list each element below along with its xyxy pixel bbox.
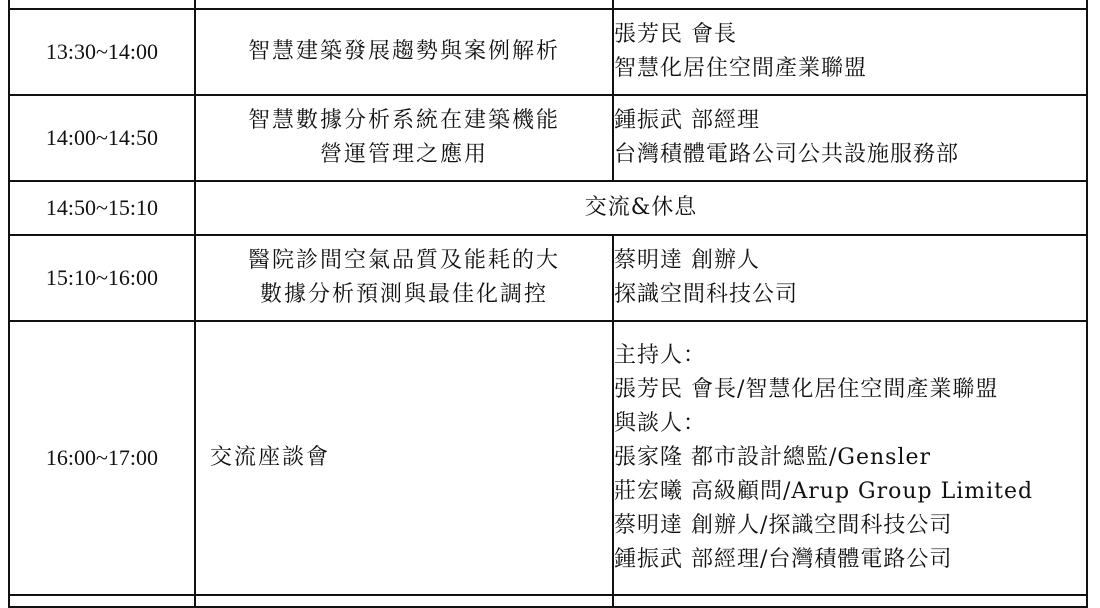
speaker-line: 與談人： — [614, 411, 707, 436]
speaker-line: 鍾振武 部經理 — [614, 108, 760, 133]
speaker-cell — [613, 321, 1087, 595]
topic-line: 數據分析預測與最佳化調控 — [259, 282, 548, 307]
topic-line: 醫院診間空氣品質及能耗的大 — [247, 248, 560, 273]
speaker-cell — [613, 235, 1087, 321]
speaker-line: 莊宏曦 高級顧問/Arup Group Limited — [614, 479, 1034, 504]
table-row — [9, 321, 1087, 595]
table-row-partial-bottom — [9, 595, 1087, 607]
topic-cell — [195, 9, 613, 95]
speaker-line: 張芳民 會長/智慧化居住空間產業聯盟 — [614, 377, 999, 402]
table-row — [9, 95, 1087, 181]
speaker-line: 主持人： — [614, 343, 707, 368]
speaker-line: 鍾振武 部經理/台灣積體電路公司 — [614, 547, 953, 572]
break-cell: 交流&休息 — [195, 181, 1087, 235]
speaker-cell — [613, 95, 1087, 181]
speaker-line: 張芳民 會長 — [614, 22, 737, 47]
speaker-cell — [613, 9, 1087, 95]
time-cell: 16:00~17:00 — [9, 321, 195, 595]
topic-cell — [195, 235, 613, 321]
table-row — [9, 235, 1087, 321]
topic-line: 智慧數據分析系統在建築機能 — [247, 108, 560, 133]
time-cell: 14:00~14:50 — [9, 95, 195, 181]
topic-cell — [195, 321, 613, 595]
topic-line: 智慧建築發展趨勢與案例解析 — [247, 39, 560, 64]
table-row-partial-top — [9, 0, 1087, 9]
speaker-line: 台灣積體電路公司公共設施服務部 — [614, 142, 960, 167]
speaker-line: 張家隆 都市設計總監/Gensler — [614, 445, 932, 470]
time-cell: 13:30~14:00 — [9, 9, 195, 95]
topic-line: 交流座談會 — [210, 445, 331, 470]
speaker-line: 蔡明達 創辦人/探識空間科技公司 — [614, 513, 953, 538]
speaker-line: 探識空間科技公司 — [614, 282, 799, 307]
topic-cell — [195, 95, 613, 181]
speaker-line: 智慧化居住空間產業聯盟 — [614, 56, 868, 81]
time-cell: 14:50~15:10 — [9, 181, 195, 235]
agenda-table — [8, 0, 1088, 608]
topic-line: 營運管理之應用 — [319, 142, 488, 167]
table-row — [9, 9, 1087, 95]
table-row-break — [9, 181, 1087, 235]
speaker-line: 蔡明達 創辦人 — [614, 248, 760, 273]
time-cell: 15:10~16:00 — [9, 235, 195, 321]
